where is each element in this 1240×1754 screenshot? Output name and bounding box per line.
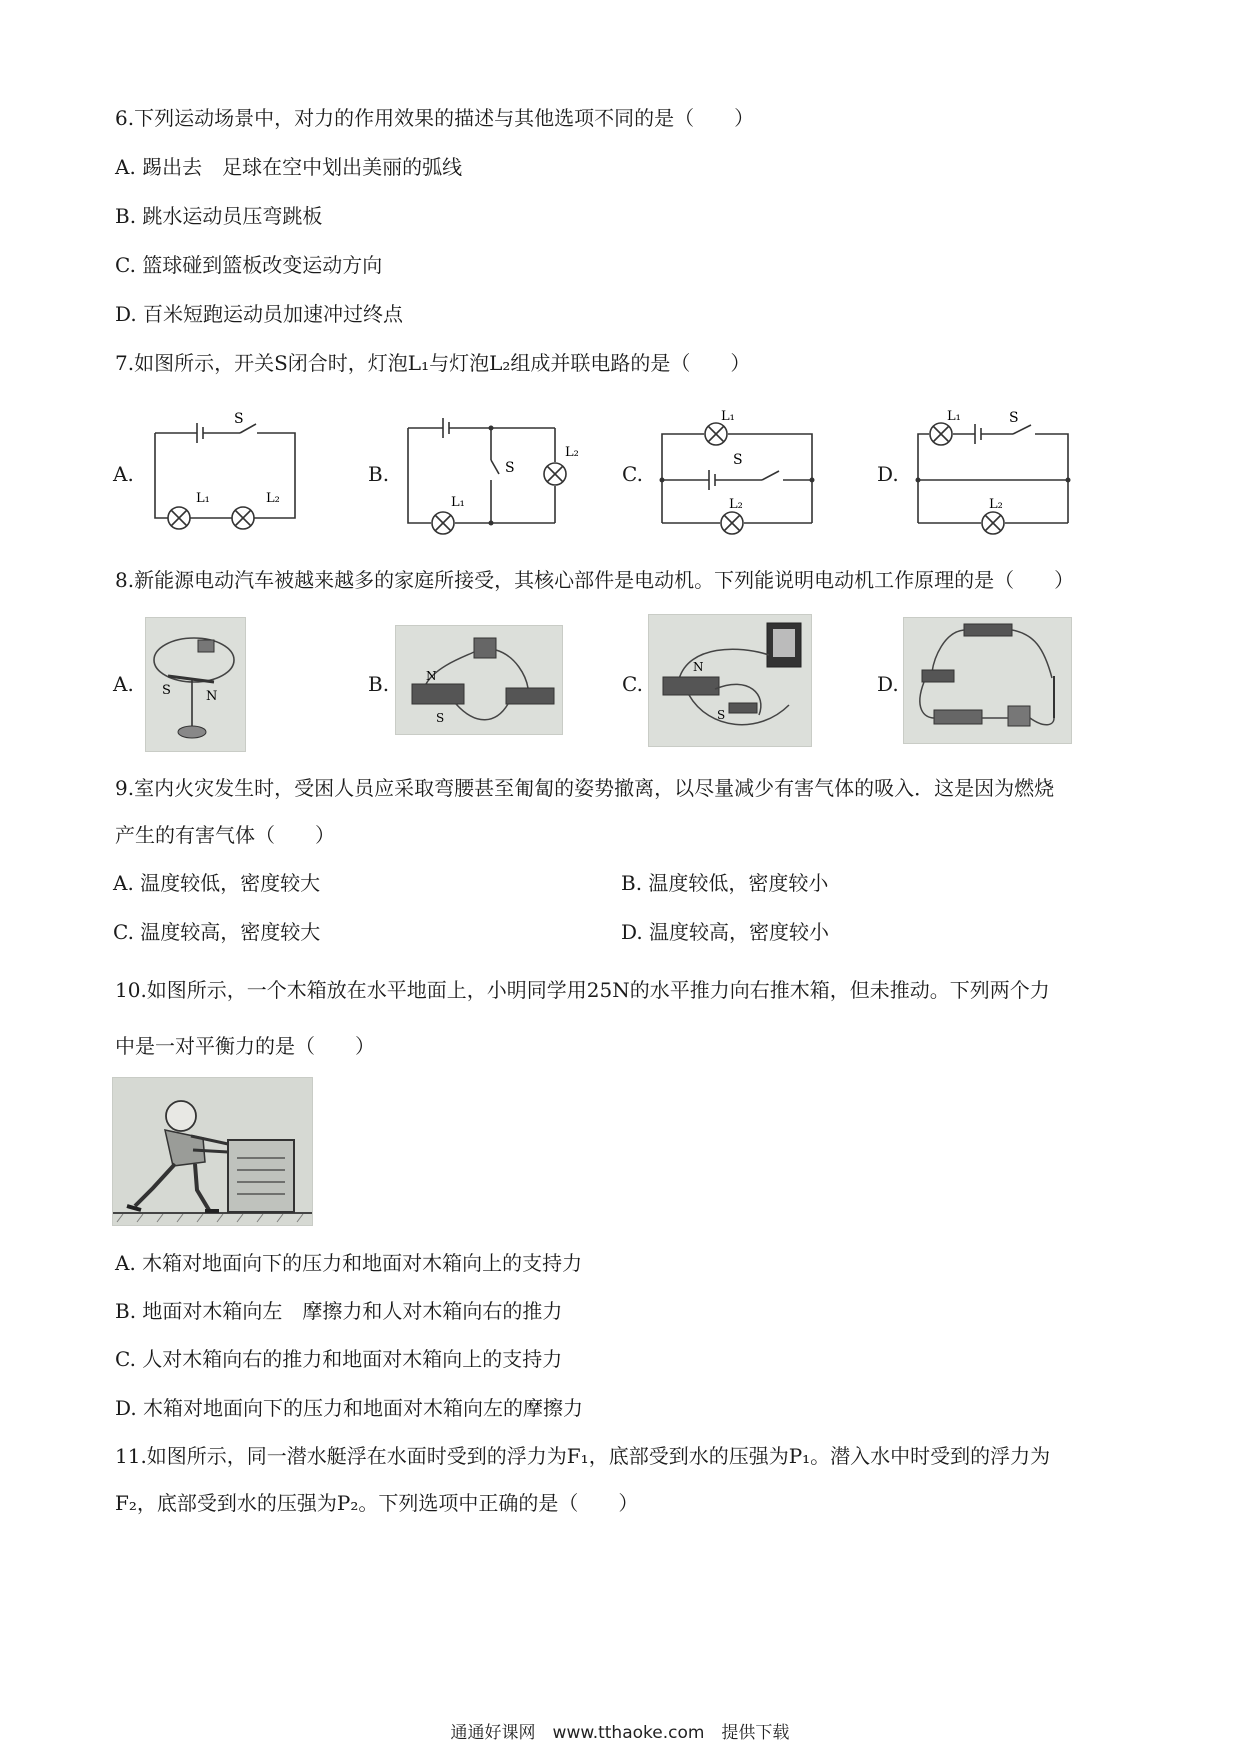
q8c-s-label: S	[717, 708, 726, 722]
q7c-s-label: S	[733, 452, 743, 468]
q8a-n-label: N	[206, 689, 218, 704]
q9-stem-line1: 9.室内火灾发生时，受困人员应采取弯腰甚至匍匐的姿势撤离，以尽量减少有害气体的吸入．这是因为燃烧	[115, 776, 1055, 800]
q9-option-d: D. 温度较高，密度较小	[621, 920, 830, 944]
q7a-l2-label: L₂	[266, 491, 280, 506]
q7-circuit-a	[150, 408, 300, 526]
q8-photo-a	[145, 617, 246, 752]
page-footer: 通通好课网 www.tthaoke.com 提供下载	[450, 1723, 790, 1743]
q7c-l1-label: L₁	[721, 409, 735, 424]
q9-option-b: B. 温度较低，密度较小	[621, 871, 829, 895]
q7d-l2-label: L₂	[989, 497, 1003, 512]
q9-option-c: C. 温度较高，密度较大	[113, 920, 321, 944]
q7b-s-label: S	[505, 460, 515, 476]
q11-stem-line2: F₂，底部受到水的压强为P₂。下列选项中正确的是（ ）	[115, 1491, 639, 1515]
q10-stem-line2: 中是一对平衡力的是（ ）	[115, 1034, 375, 1058]
q10-option-d: D. 木箱对地面向下的压力和地面对木箱向左的摩擦力	[115, 1396, 584, 1420]
q7-label-a: A.	[113, 462, 134, 486]
q7d-s-label: S	[1009, 410, 1019, 426]
q6-option-d: D. 百米短跑运动员加速冲过终点	[115, 302, 404, 326]
q6-option-a: A. 踢出去 足球在空中划出美丽的弧线	[115, 155, 463, 179]
q7-stem: 7.如图所示，开关S闭合时，灯泡L₁与灯泡L₂组成并联电路的是（ ）	[115, 351, 751, 375]
q8-photo-b	[395, 625, 563, 735]
q7-circuit-d	[913, 408, 1073, 526]
q6-option-c: C. 篮球碰到篮板改变运动方向	[115, 253, 383, 277]
q6-option-b: B. 跳水运动员压弯跳板	[115, 204, 323, 228]
q7a-l1-label: L₁	[196, 491, 210, 506]
q10-pushing-box-photo	[112, 1077, 313, 1226]
q7-circuit-b	[403, 408, 579, 526]
q10-option-a: A. 木箱对地面向下的压力和地面对木箱向上的支持力	[115, 1251, 583, 1275]
q7-label-c: C.	[622, 462, 643, 486]
q8-label-c: C.	[622, 672, 643, 696]
q8c-n-label: N	[693, 660, 704, 674]
q8b-s-label: S	[436, 711, 445, 725]
q7-circuit-c	[657, 408, 817, 526]
q8-label-b: B.	[368, 672, 390, 696]
q7b-l2-label: L₂	[565, 445, 579, 460]
q6-stem: 6.下列运动场景中，对力的作用效果的描述与其他选项不同的是（ ）	[115, 106, 755, 130]
q8-label-d: D.	[877, 672, 899, 696]
q11-stem-line1: 11.如图所示，同一潜水艇浮在水面时受到的浮力为F₁，底部受到水的压强为P₁。潜入水中时受到的浮力为	[115, 1444, 1051, 1468]
q10-option-b: B. 地面对木箱向左 摩擦力和人对木箱向右的推力	[115, 1299, 563, 1323]
q8-photo-d	[903, 617, 1072, 744]
q9-option-a: A. 温度较低，密度较大	[113, 871, 321, 895]
q7-label-b: B.	[368, 462, 390, 486]
q9-stem-line2: 产生的有害气体（ ）	[115, 823, 335, 847]
q8b-n-label: N	[426, 669, 437, 683]
q8-label-a: A.	[113, 672, 134, 696]
q8-photo-c	[648, 614, 812, 747]
q10-stem-line1: 10.如图所示，一个木箱放在水平地面上，小明同学用25N的水平推力向右推木箱，但未推动。下列两个力	[115, 978, 1050, 1002]
q8a-s-label: S	[162, 683, 171, 698]
q8-stem: 8.新能源电动汽车被越来越多的家庭所接受，其核心部件是电动机。下列能说明电动机工作原理的是（ ）	[115, 568, 1075, 592]
q10-option-c: C. 人对木箱向右的推力和地面对木箱向上的支持力	[115, 1347, 563, 1371]
q7a-s-label: S	[234, 411, 244, 427]
q7-label-d: D.	[877, 462, 899, 486]
q7b-l1-label: L₁	[451, 495, 465, 510]
q7d-l1-label: L₁	[947, 409, 961, 424]
q7c-l2-label: L₂	[729, 497, 743, 512]
